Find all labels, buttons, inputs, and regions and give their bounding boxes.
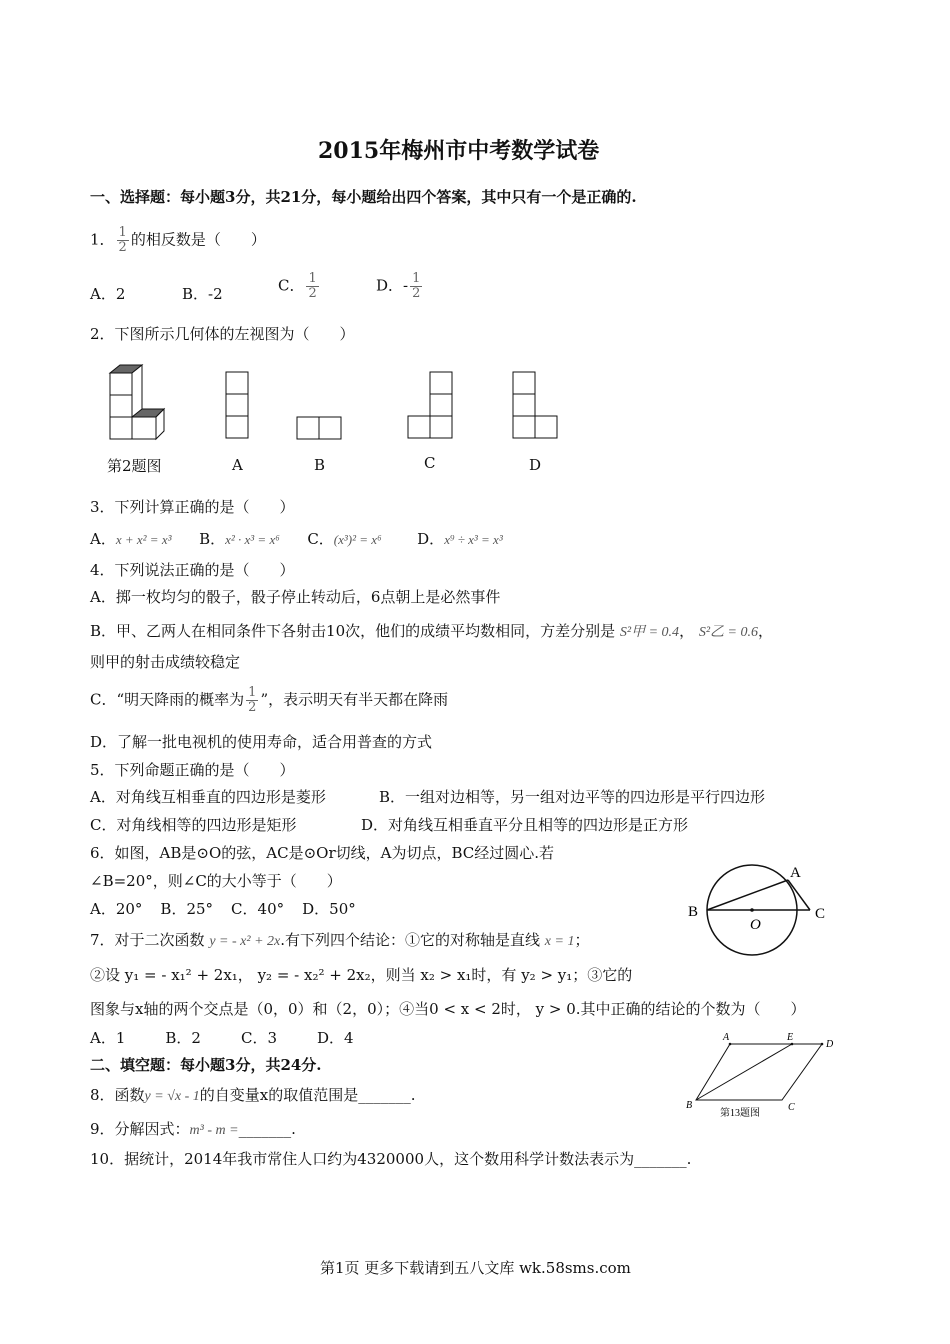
q6-label-o: O: [750, 917, 761, 933]
section-2-heading: 二、填空题：每小题3分，共24分.: [90, 1056, 322, 1074]
q13-label-e: E: [787, 1032, 794, 1043]
q1-option-b: B．-2: [182, 285, 223, 303]
question-6: 6．如图，AB是⊙O的弦，AC是⊙Or切线，A为切点，BC经过圆心.若: [90, 844, 554, 862]
q1-option-c: C． $\frac{1}{2}$: [278, 271, 317, 301]
question-1: [90, 226, 266, 255]
page-title: 2015年梅州市中考数学试卷: [318, 138, 600, 164]
question-9: 9．分解因式：m³ - m =_______.: [90, 1120, 296, 1138]
question-7: 7．对于二次函数 y = - x² + 2x.有下列四个结论：①它的对称轴是直线 x = 1；: [90, 931, 590, 949]
q4-option-c: C．“明天降雨的概率为 $\frac{1}{2}$ ”，表示明天有半天都在降雨: [90, 685, 449, 715]
q2-option-d-view: [512, 371, 562, 441]
question-5: 5．下列命题正确的是（ ）: [90, 761, 295, 779]
q1-option-a: A．2: [90, 285, 126, 303]
q4-option-b: B．甲、乙两人在相同条件下各射击10次，他们的成绩平均数相同，方差分别是 S²甲 = 0.4， S²乙 = 0.6，: [90, 622, 774, 640]
q13-label-b: B: [686, 1100, 693, 1111]
q1-fraction: $\frac{1}{2}$: [118, 225, 127, 255]
q4-option-b-cont: 则甲的射击成绩较稳定: [90, 653, 241, 671]
q1-stem: 的相反数是（ ）: [130, 230, 266, 249]
q6-label-a: A: [790, 865, 801, 881]
question-4: 4．下列说法正确的是（ ）: [90, 561, 295, 579]
question-10: 10．据统计，2014年我市常住人口约为4320000人，这个数用科学计数法表示为_______.: [90, 1150, 692, 1168]
q1-number: 1．: [90, 230, 115, 249]
q5-option-c: C．对角线相等的四边形是矩形: [90, 816, 297, 834]
section-1-heading: 一、选择题：每小题3分，共21分，每小题给出四个答案，其中只有一个是正确的.: [90, 188, 637, 206]
q5-option-d: D．对角线互相垂直平分且相等的四边形是正方形: [361, 816, 689, 834]
q13-caption: 第13题图: [720, 1108, 760, 1119]
q1-option-d: D．- $\frac{1}{2}$: [376, 271, 421, 301]
q6-label-c: C: [815, 906, 826, 922]
q6-circle-figure: [680, 860, 840, 970]
q2-label-c: C: [424, 454, 436, 472]
q13-label-a: A: [723, 1032, 730, 1043]
q6-options: A．20° B．25° C．40° D．50°: [90, 900, 356, 918]
q5-option-b: B．一组对边相等，另一组对边平等的四边形是平行四边形: [379, 788, 766, 806]
q13-parallelogram-figure: [682, 1030, 842, 1122]
q2-label-a: A: [232, 456, 243, 474]
question-7-line3: 图象与x轴的两个交点是（0，0）和（2，0）；④当0 < x < 2时， y > 0.其中正确的结论的个数为（ ）: [90, 1000, 806, 1018]
q4-option-d: D．了解一批电视机的使用寿命，适合用普查的方式: [90, 733, 433, 751]
q13-label-c: C: [788, 1102, 795, 1113]
question-2: 2．下图所示几何体的左视图为（ ）: [90, 325, 355, 343]
q6-label-b: B: [688, 904, 699, 920]
question-7-line2: ②设 y₁ = - x₁² + 2x₁， y₂ = - x₂² + 2x₂，则当 x₂ > x₁时，有 y₂ > y₁；③它的: [90, 966, 633, 984]
q5-option-a: A．对角线互相垂直的四边形是菱形: [90, 788, 326, 806]
q13-label-d: D: [826, 1039, 834, 1050]
q7-options: A．1 B．2 C．3 D．4: [90, 1029, 354, 1047]
q2-label-b: B: [314, 456, 326, 474]
q2-option-b-view: [296, 416, 346, 442]
page-footer: 第1页 更多下载请到五八文库 wk.58sms.com: [320, 1259, 631, 1277]
q2-option-c-view: [407, 371, 457, 441]
question-6-cont: ∠B=20°，则∠C的大小等于（ ）: [90, 872, 342, 890]
q2-option-a-view: [225, 371, 251, 441]
q2-figure-caption: 第2题图: [107, 457, 162, 475]
question-8: 8．函数y = √x - 1的自变量x的取值范围是_______.: [90, 1086, 416, 1104]
q2-label-d: D: [529, 456, 542, 474]
q2-figure-solid: [108, 363, 168, 443]
q3-options: A．x + x² = x³ B．x² · x³ = x⁶ C．(x³)² = x⁶ D．x⁹ ÷ x³ = x³: [90, 530, 503, 548]
question-3: 3．下列计算正确的是（ ）: [90, 498, 295, 516]
q4-option-a: A．掷一枚均匀的骰子，骰子停止转动后，6点朝上是必然事件: [90, 588, 501, 606]
